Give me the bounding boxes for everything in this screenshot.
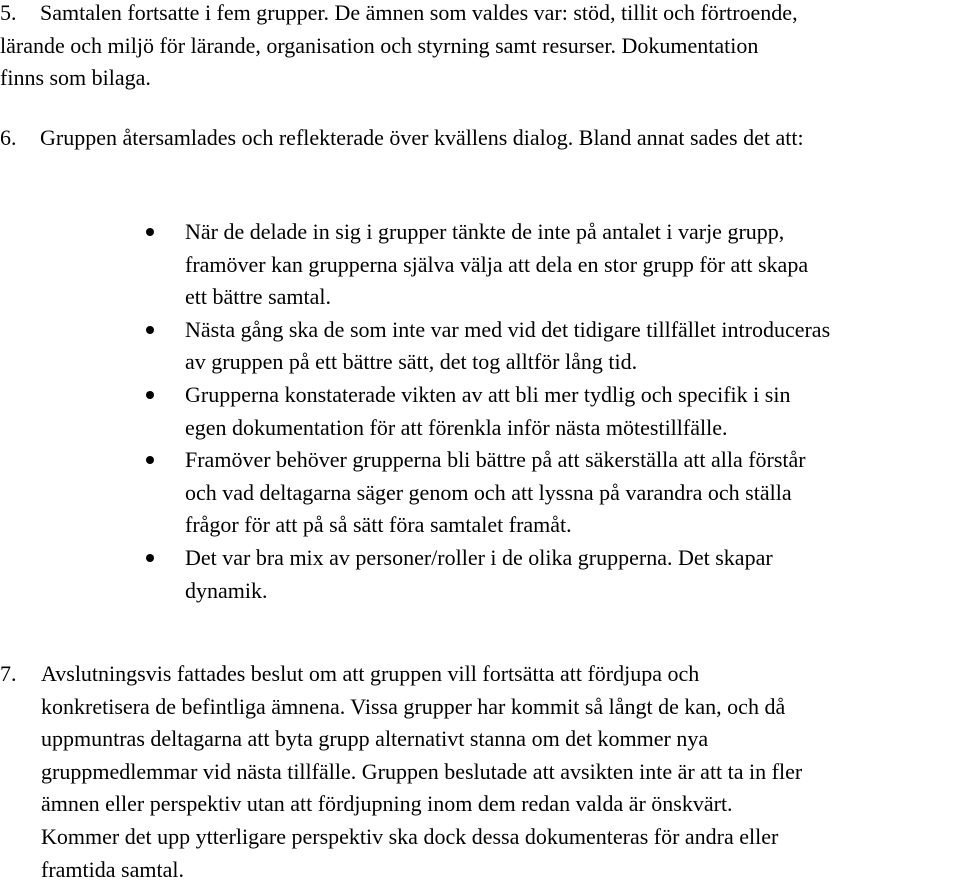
paragraph-number: 7. bbox=[0, 661, 17, 686]
list-item bbox=[0, 314, 960, 379]
paragraph-5 bbox=[0, 0, 960, 95]
paragraph-line: gruppmedlemmar vid nästa tillfälle. Gruppen beslutade att avsikten inte är att ta in fler bbox=[41, 758, 803, 784]
paragraph-text: Gruppen återsamlades och reflekterade över kvällens dialog. Bland annat sades det att: bbox=[40, 125, 804, 150]
paragraph-text: Avslutningsvis fattades beslut om att gruppen vill fortsätta att fördjupa och bbox=[41, 661, 700, 686]
list-item-line: Det var bra mix av personer/roller i de olika grupperna. Det skapar bbox=[185, 544, 773, 570]
list-item bbox=[0, 216, 960, 314]
list-item-line: egen dokumentation för att förenkla inför nästa mötestillfälle. bbox=[185, 414, 728, 440]
list-item-line: frågor för att på så sätt föra samtalet framåt. bbox=[185, 512, 572, 538]
paragraph-line: uppmuntras deltagarna att byta grupp alternativt stanna om det kommer nya bbox=[41, 726, 709, 752]
bullet-icon bbox=[146, 391, 154, 399]
paragraph-line: finns som bilaga. bbox=[0, 65, 151, 91]
paragraph-line: Kommer det upp ytterligare perspektiv ska dock dessa dokumenteras för andra eller bbox=[41, 823, 779, 849]
paragraph-line bbox=[0, 0, 960, 30]
bullet-icon bbox=[146, 326, 154, 334]
bullet-icon bbox=[146, 228, 154, 236]
paragraph-number: 5. bbox=[0, 0, 17, 25]
list-item-line: dynamik. bbox=[185, 577, 268, 603]
paragraph-text: Samtalen fortsatte i fem grupper. De ämnen som valdes var: stöd, tillit och förtroende, bbox=[40, 0, 798, 25]
list-item bbox=[0, 542, 960, 607]
list-item-line: ett bättre samtal. bbox=[185, 284, 331, 310]
paragraph-6 bbox=[0, 122, 960, 155]
list-item-line: och vad deltagarna säger genom och att lyssna på varandra och ställa bbox=[185, 479, 792, 505]
list-item-line: Framöver behöver grupperna bli bättre på att säkerställa att alla förstår bbox=[185, 447, 806, 473]
paragraph-line: lärande och miljö för lärande, organisation och styrning samt resurser. Dokumentation bbox=[0, 32, 759, 58]
paragraph-line bbox=[0, 122, 960, 155]
list-item-line: Nästa gång ska de som inte var med vid det tidigare tillfället introduceras bbox=[185, 316, 831, 342]
list-item bbox=[0, 379, 960, 444]
paragraph-7 bbox=[0, 658, 960, 886]
list-item-line: framöver kan grupperna själva välja att dela en stor grupp för att skapa bbox=[185, 251, 809, 277]
list-item-line: Grupperna konstaterade vikten av att bli mer tydlig och specifik i sin bbox=[185, 381, 791, 407]
paragraph-line bbox=[0, 658, 960, 691]
list-item-line: av gruppen på ett bättre sätt, det tog alltför lång tid. bbox=[185, 349, 638, 375]
paragraph-number: 6. bbox=[0, 125, 17, 150]
bullet-list bbox=[0, 216, 960, 607]
paragraph-line: ämnen eller perspektiv utan att fördjupning inom dem redan valda är önskvärt. bbox=[41, 791, 733, 817]
paragraph-line: framtida samtal. bbox=[41, 856, 184, 882]
bullet-icon bbox=[146, 554, 154, 562]
paragraph-line: konkretisera de befintliga ämnena. Vissa grupper har kommit så långt de kan, och då bbox=[41, 693, 786, 719]
bullet-icon bbox=[146, 456, 154, 464]
list-item bbox=[0, 444, 960, 542]
list-item-line: När de delade in sig i grupper tänkte de inte på antalet i varje grupp, bbox=[185, 219, 785, 244]
